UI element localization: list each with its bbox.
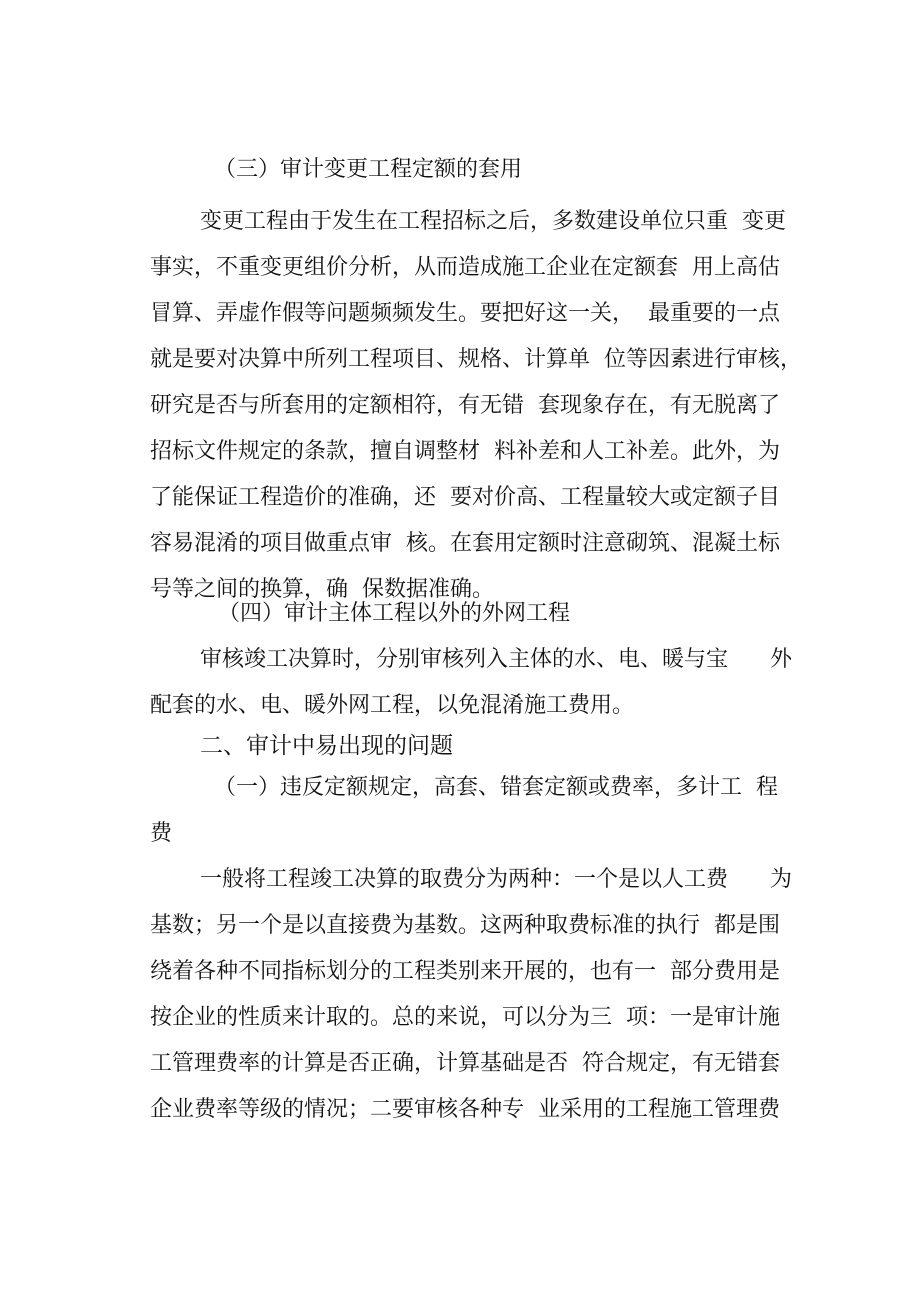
section3-line-1: 变更工程由于发生在工程招标之后，多数建设单位只重 变更 xyxy=(200,209,786,234)
sub1-heading-line-2: 费 xyxy=(150,821,173,846)
section3-heading: （三）审计变更工程定额的套用 xyxy=(214,157,523,182)
section3-line-9: 号等之间的换算，确 保数据准确。 xyxy=(150,577,494,602)
sub1-line-6: 企业费率等级的情况；二要审核各种专 业采用的工程施工管理费 xyxy=(150,1097,780,1122)
section4-heading: （四）审计主体工程以外的外网工程 xyxy=(218,601,571,626)
sub1-line-5: 工管理费率的计算是否正确，计算基础是否 符合规定，有无错套 xyxy=(150,1051,780,1076)
sub1-line-3: 绕着各种不同指标划分的工程类别来开展的，也有一 部分费用是 xyxy=(150,959,780,984)
section3-line-5: 研究是否与所套用的定额相符，有无错 套现象存在，有无脱离了 xyxy=(150,393,780,418)
section3-line-3: 冒算、弄虚作假等问题频频发生。要把好这一关， 最重要的一点 xyxy=(150,301,780,326)
section4-line-1: 审核竣工决算时，分别审核列入主体的水、电、暖与宝 外 xyxy=(200,647,792,672)
section3-line-6: 招标文件规定的条款，擅自调整材 料补差和人工补差。此外，为 xyxy=(150,439,780,464)
section3-line-8: 容易混淆的项目做重点审 核。在套用定额时注意砌筑、混凝土标 xyxy=(150,531,780,556)
section3-line-2: 事实，不重变更组价分析，从而造成施工企业在定额套 用上高估 xyxy=(150,255,780,280)
section4-line-2: 配套的水、电、暖外网工程，以免混淆施工费用。 xyxy=(150,693,635,718)
part2-heading: 二、审计中易出现的问题 xyxy=(200,733,453,759)
section3-line-4: 就是要对决算中所列工程项目、规格、计算单 位等因素进行审核， xyxy=(150,347,802,372)
sub1-line-4: 按企业的性质来计取的。总的来说，可以分为三 项：一是审计施 xyxy=(150,1005,780,1030)
sub1-heading-line-1: （一）违反定额规定，高套、错套定额或费率，多计工 程 xyxy=(214,775,778,800)
sub1-line-1: 一般将工程竣工决算的取费分为两种：一个是以人工费 为 xyxy=(200,867,792,892)
section3-line-7: 了能保证工程造价的准确，还 要对价高、工程量较大或定额子目 xyxy=(150,485,780,510)
sub1-line-2: 基数；另一个是以直接费为基数。这两种取费标准的执行 都是围 xyxy=(150,913,780,938)
